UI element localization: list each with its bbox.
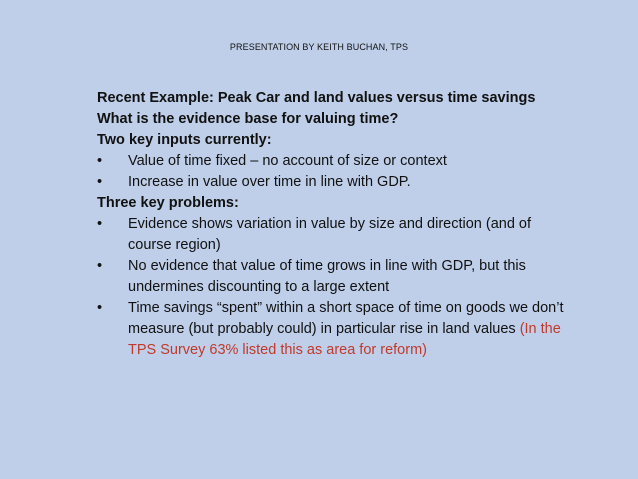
- bullet-icon: •: [97, 216, 103, 232]
- presentation-header: PRESENTATION BY KEITH BUCHAN, TPS: [229, 42, 409, 52]
- bullet-icon: •: [97, 300, 103, 316]
- bullet-icon: •: [97, 258, 103, 274]
- list-item-input-2: [97, 172, 567, 193]
- heading-recent-example: Recent Example: Peak Car and land values versus time savings: [97, 90, 536, 106]
- heading-key-problems: Three key problems:: [97, 195, 239, 211]
- survey-highlight: (In the TPS Survey 63% listed this as area for reform): [128, 321, 561, 358]
- list-item-problem-3: [97, 298, 567, 361]
- input-text: Increase in value over time in line with GDP.: [128, 174, 411, 190]
- problem-text: Evidence shows variation in value by size and direction (and of course region): [128, 216, 532, 253]
- slide-content: [97, 88, 567, 361]
- problem-text: Time savings “spent” within a short space of time on goods we don’t measure (but probably could) in particular rise in land values: [128, 300, 564, 337]
- input-text: Value of time fixed – no account of size or context: [128, 153, 447, 169]
- bullet-icon: •: [97, 153, 103, 169]
- list-item-problem-2: [97, 256, 567, 298]
- heading-evidence-question: What is the evidence base for valuing time?: [97, 111, 399, 127]
- list-item-input-1: [97, 151, 567, 172]
- list-item-problem-1: [97, 214, 567, 256]
- problem-text: No evidence that value of time grows in line with GDP, but this undermines discounting to a large extent: [128, 258, 526, 295]
- problem-text-with-highlight: [128, 298, 567, 361]
- bullet-icon: •: [97, 174, 103, 190]
- heading-key-inputs: Two key inputs currently:: [97, 132, 272, 148]
